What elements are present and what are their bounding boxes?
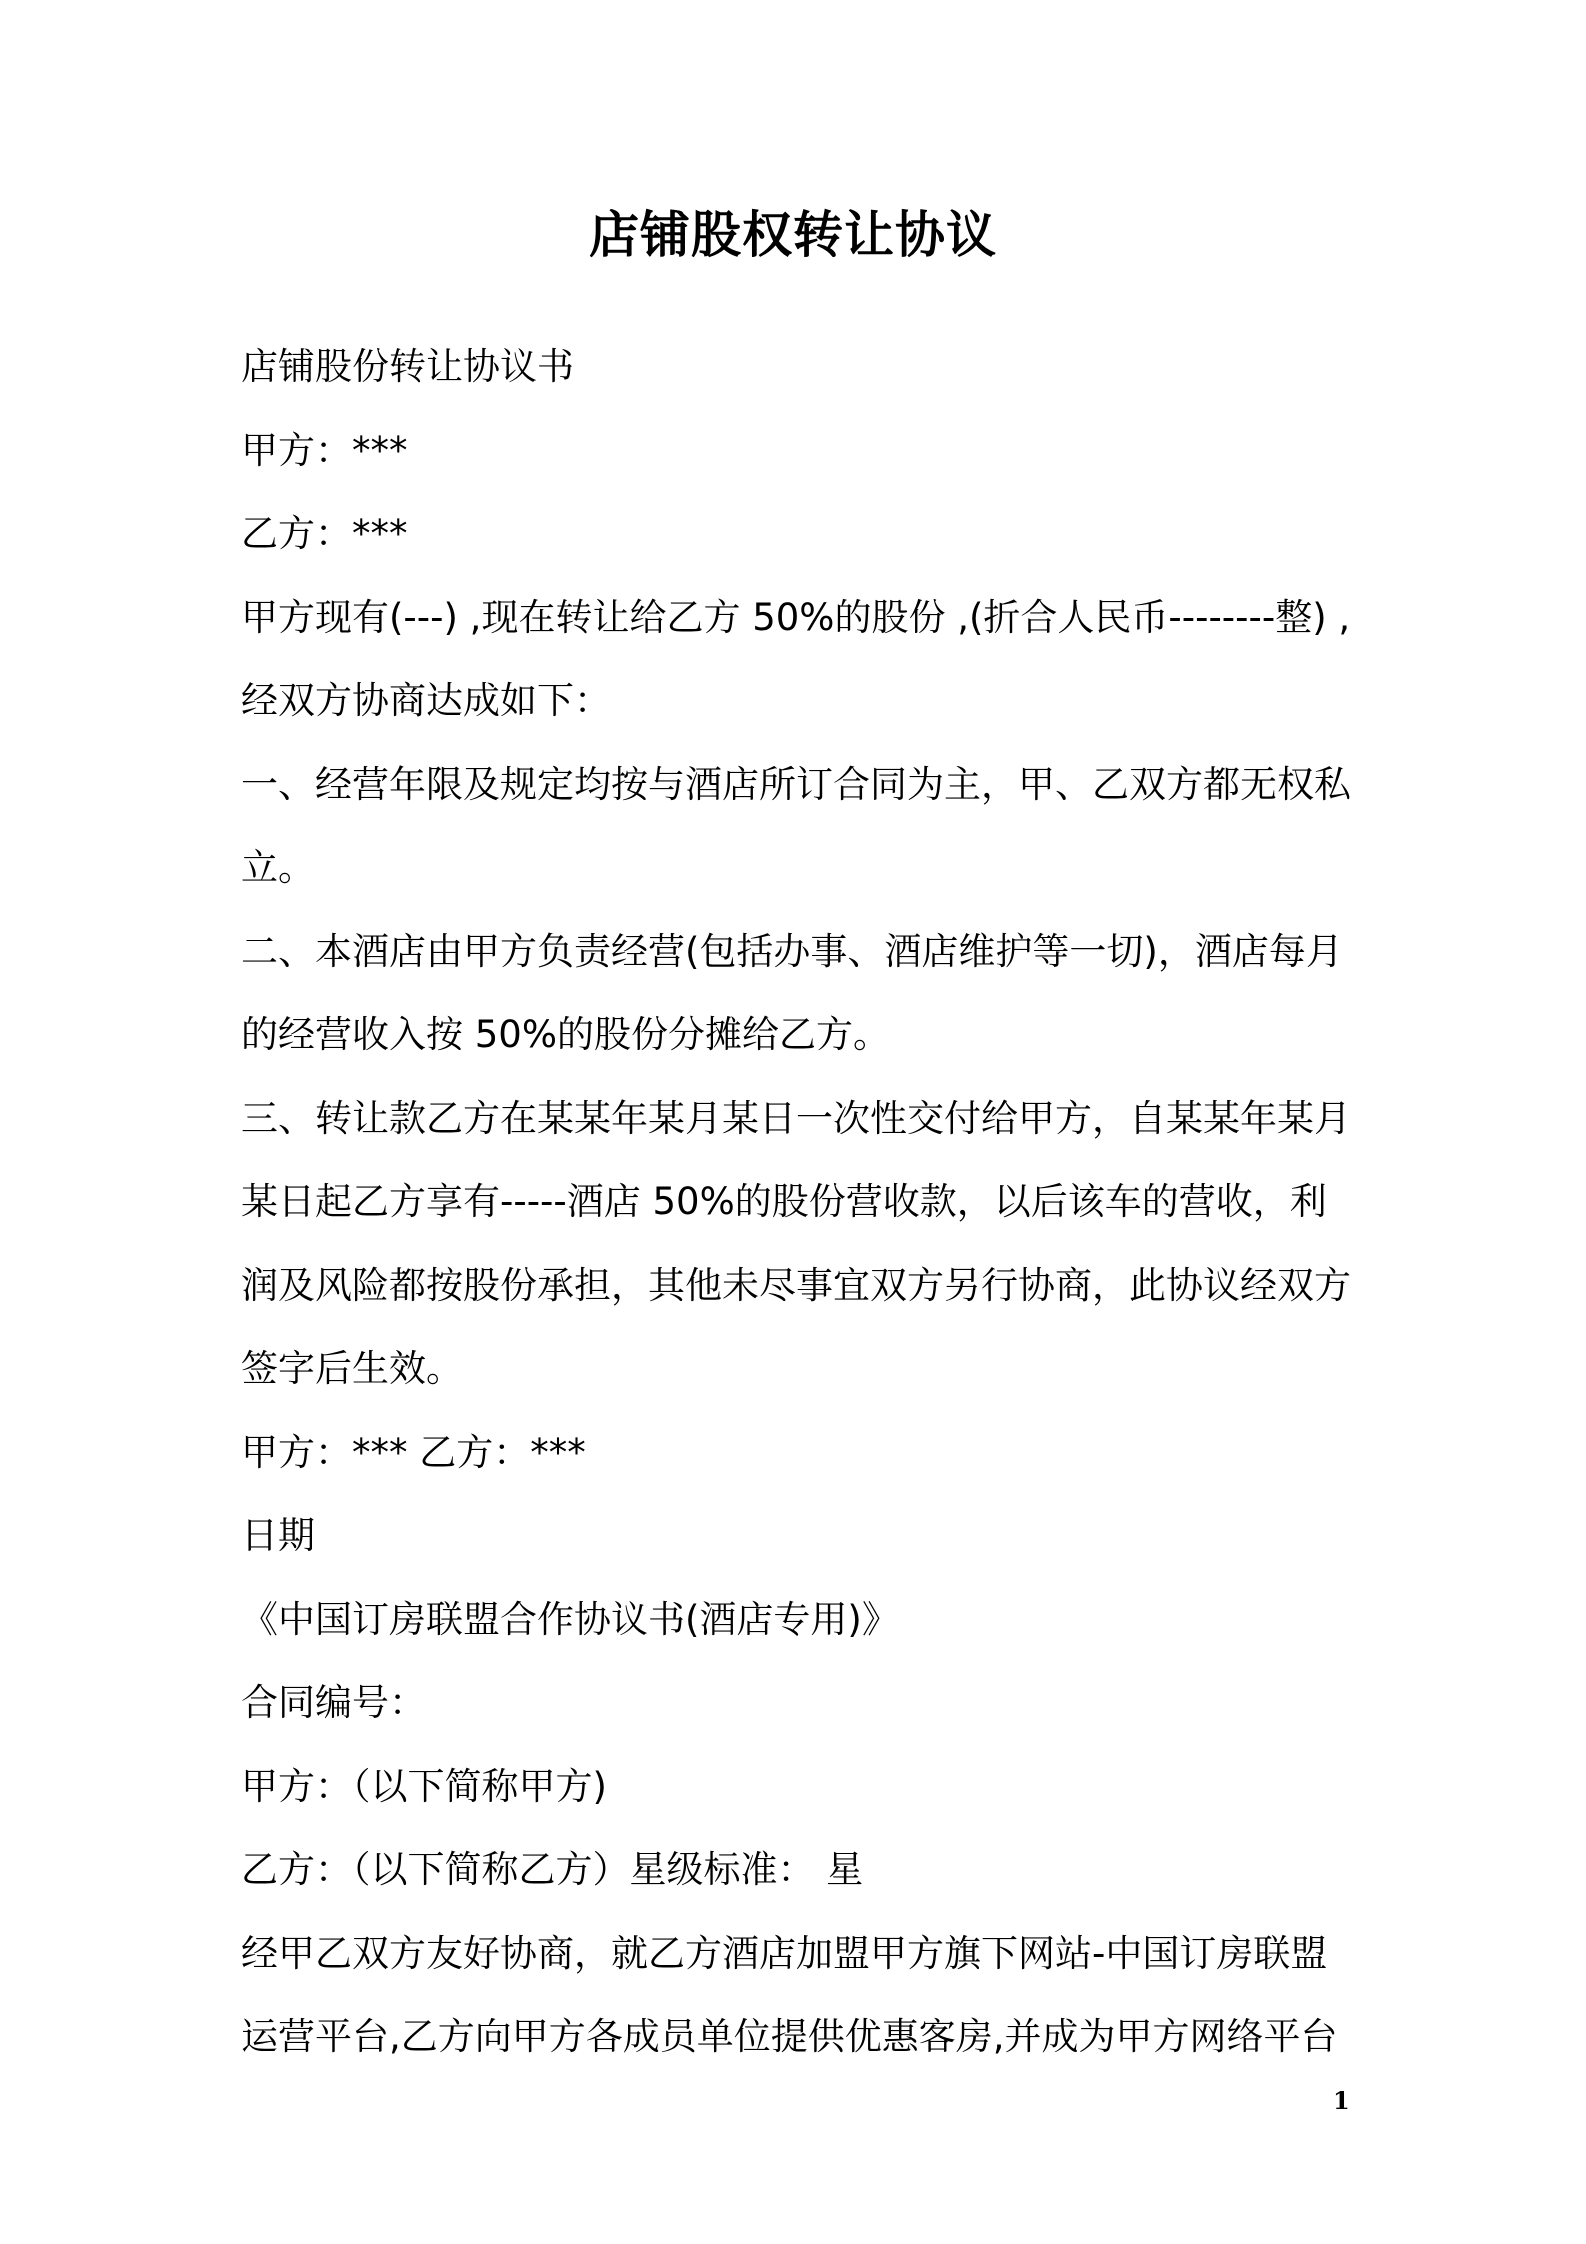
body-line: 某日起乙方享有-----酒店 50%的股份营收款，以后该车的营收，利	[241, 1180, 1327, 1223]
body-line: 《中国订房联盟合作协议书(酒店专用)》	[241, 1597, 899, 1641]
body-line: 润及风险都按股份承担，其他未尽事宜双方另行协商，此协议经双方	[241, 1263, 1351, 1307]
body-line: 日期	[241, 1514, 315, 1557]
body-line: 乙方：***	[241, 512, 408, 555]
body-line: 签字后生效。	[241, 1347, 463, 1390]
page-number: 1	[1333, 2086, 1350, 2115]
body-line: 合同编号：	[241, 1681, 426, 1724]
body-line: 二、本酒店由甲方负责经营(包括办事、酒店维护等一切)，酒店每月	[241, 929, 1343, 973]
body-line: 一、经营年限及规定均按与酒店所订合同为主，甲、乙双方都无权私	[241, 762, 1351, 806]
body-line: 立。	[241, 846, 315, 889]
body-line: 经甲乙双方友好协商，就乙方酒店加盟甲方旗下网站-中国订房联盟	[241, 1931, 1328, 1975]
body-line: 的经营收入按 50%的股份分摊给乙方。	[241, 1013, 890, 1056]
body-line: 甲方现有(---) ,现在转让给乙方 50%的股份 ,(折合人民币--------整) ,	[241, 595, 1351, 639]
document-body	[241, 325, 1366, 2079]
body-line: 甲方：*** 乙方：***	[241, 1430, 586, 1474]
body-line: 乙方：（以下简称乙方）星级标准： 星	[241, 1848, 864, 1891]
document-title: 店铺股权转让协议	[589, 206, 997, 264]
body-line: 店铺股份转让协议书	[241, 345, 574, 388]
body-line: 运营平台,乙方向甲方各成员单位提供优惠客房,并成为甲方网络平台	[241, 2015, 1338, 2058]
body-line: 甲方：（以下简称甲方)	[241, 1764, 607, 1808]
body-line: 经双方协商达成如下：	[241, 679, 611, 722]
body-line: 甲方：***	[241, 428, 408, 472]
body-line: 三、转让款乙方在某某年某月某日一次性交付给甲方，自某某年某月	[241, 1096, 1351, 1140]
